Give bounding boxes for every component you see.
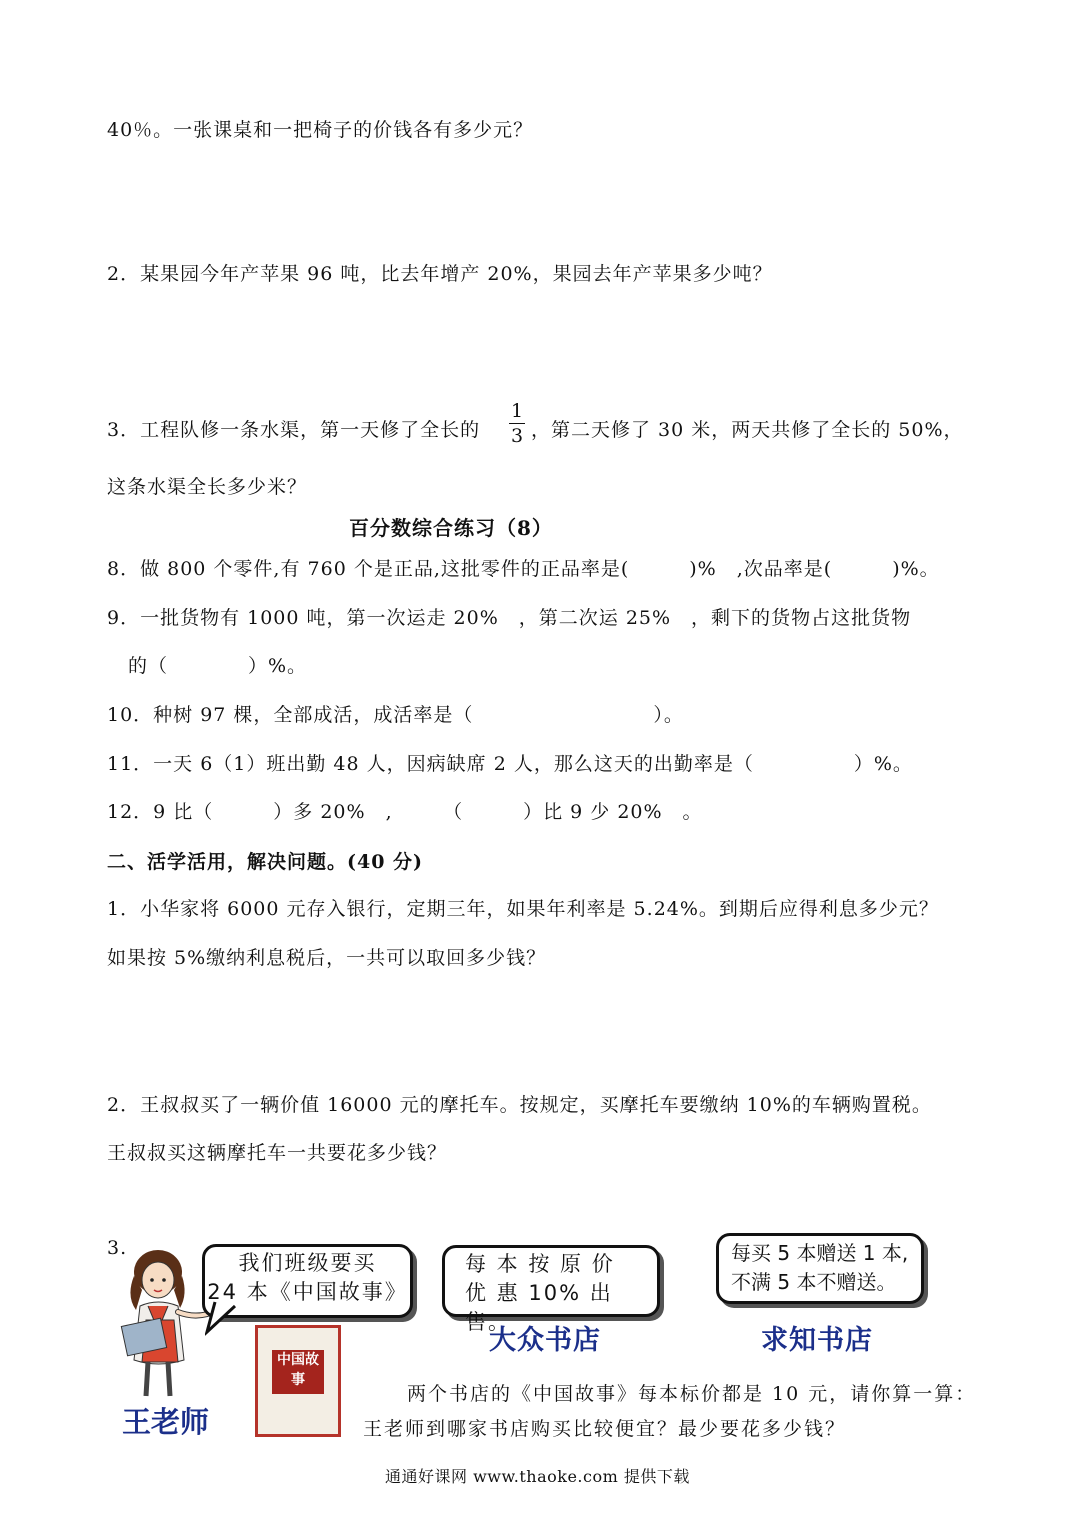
fraction-one-third <box>509 400 525 447</box>
fraction-denominator: 3 <box>510 425 524 447</box>
bubble-line: 24 本《中国故事》 <box>207 1280 408 1304</box>
problem-1-line-1: 1．小华家将 6000 元存入银行，定期三年，如果年利率是 5.24%。到期后应得利息多少元？ <box>107 898 939 920</box>
question-3-part-c: 这条水渠全长多少米？ <box>107 476 308 498</box>
problem-1-line-2: 如果按 5%缴纳利息税后，一共可以取回多少钱？ <box>107 947 547 969</box>
question-3-part-b: ，第二天修了 30 米，两天共修了全长的 50%， <box>531 419 964 441</box>
footer-credit: 通通好课网 www.thaoke.com 提供下载 <box>385 1467 690 1486</box>
question-3-part-a: 3．工程队修一条水渠，第一天修了全长的 <box>107 419 481 441</box>
section-2-heading: 二、活学活用，解决问题。(40 分) <box>107 851 424 873</box>
fraction-numerator: 1 <box>510 400 524 422</box>
store1-name: 大众书店 <box>489 1325 601 1356</box>
bubble-line: 我们班级要买 <box>238 1251 377 1275</box>
problem-3-line-2: 王老师到哪家书店购买比较便宜？最少要花多少钱？ <box>363 1418 847 1440</box>
fraction-bar <box>509 423 525 424</box>
question-11: 11．一天 6（1）班出勤 48 人，因病缺席 2 人，那么这天的出勤率是（ ）%。 <box>107 753 913 775</box>
question-9-line-1: 9．一批货物有 1000 吨，第一次运走 20% ，第二次运 25% ，剩下的货物占这批货物 <box>107 607 912 629</box>
sign-line: 每买 5 本赠送 1 本, <box>731 1241 909 1265</box>
sign-line: 每 本 按 原 价 <box>465 1252 615 1276</box>
problem-2-line-2: 王叔叔买这辆摩托车一共要花多少钱？ <box>107 1142 448 1164</box>
question-9-line-2: 的（ ）%。 <box>128 655 308 677</box>
store2-name: 求知书店 <box>761 1325 873 1356</box>
book-title: 中国故事 <box>272 1350 324 1394</box>
sign-line: 不满 5 本不赠送。 <box>731 1270 897 1294</box>
sign-line: 优 惠 10% 出 售。 <box>465 1281 613 1334</box>
question-2: 2．某果园今年产苹果 96 吨，比去年增产 20%，果园去年产苹果多少吨？ <box>107 263 773 285</box>
section-title: 百分数综合练习（8） <box>349 516 553 540</box>
book-cover-illustration <box>255 1325 341 1437</box>
problem-3-line-1: 两个书店的《中国故事》每本标价都是 10 元，请你算一算： <box>407 1383 977 1405</box>
bubble-tail <box>205 1300 245 1336</box>
text-line: 40％。一张课桌和一把椅子的价钱各有多少元？ <box>107 119 534 141</box>
question-8: 8．做 800 个零件,有 760 个是正品,这批零件的正品率是( )% ,次品率是( )%。 <box>107 558 940 580</box>
store2-sign <box>716 1233 924 1304</box>
problem-2-line-1: 2．王叔叔买了一辆价值 16000 元的摩托车。按规定，买摩托车要缴纳 10%的车辆购置税。 <box>107 1094 932 1116</box>
teacher-name: 王老师 <box>122 1405 210 1439</box>
question-10: 10．种树 97 棵，全部成活，成活率是（ ）。 <box>107 704 684 726</box>
store1-sign <box>442 1245 660 1334</box>
question-12: 12．9 比（ ）多 20% , （ ）比 9 少 20% 。 <box>107 801 703 823</box>
problem-3-number: 3. <box>107 1237 128 1259</box>
